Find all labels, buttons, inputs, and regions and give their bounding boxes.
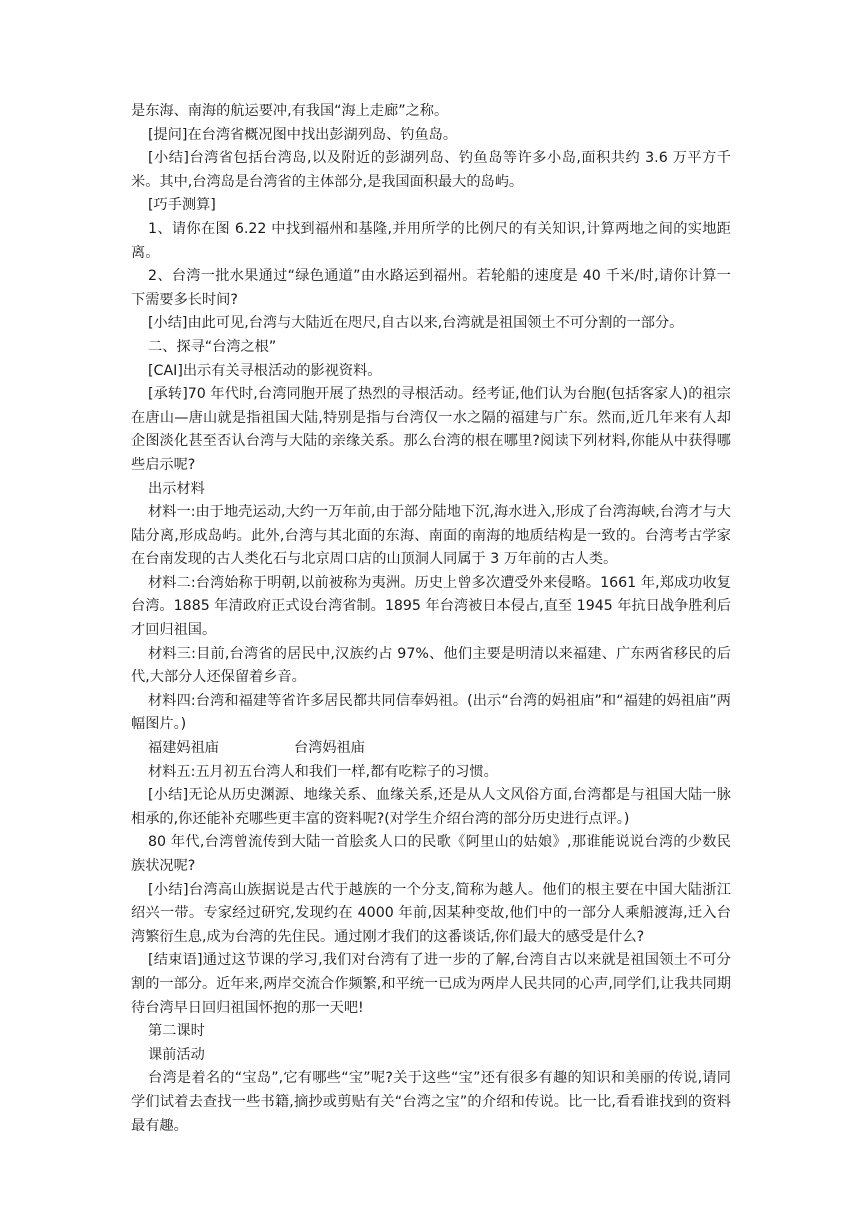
paragraph: [小结]无论从历史渊源、地缘关系、血缘关系,还是从人文风俗方面,台湾都是与祖国大陆一脉相承的,你还能补充哪些更丰富的资料呢?(对学生介绍台湾的部分历史进行点评。) <box>131 787 731 827</box>
section-heading: 二、探寻“台湾之根” <box>148 338 277 355</box>
paragraph: 台湾是着名的“宝岛”,它有哪些“宝”呢?关于这些“宝”还有很多有趣的知识和美丽的传说,请同学们试着去查找一些书籍,摘抄或剪贴有关“台湾之宝”的介绍和传说。比一比,看看谁找到的资料最有趣。 <box>131 1070 731 1134</box>
paragraph: [提问]在台湾省概况图中找出彭湖列岛、钓鱼岛。 <box>148 126 458 143</box>
paragraph: 80 年代,台湾曾流传到大陆一首脍炙人口的民歌《阿里山的姑娘》,那谁能说说台湾的少数民族状况呢? <box>131 834 731 874</box>
section-heading: 课前活动 <box>148 1046 205 1063</box>
document-body <box>131 100 731 1138</box>
paragraph: [结束语]通过这节课的学习,我们对台湾有了进一步的了解,台湾自古以来就是祖国领土不可分割的一部分。近年来,两岸交流合作频繁,和平统一已成为两岸人民共同的心声,同学们,让我共同期待台湾早日回归祖国怀抱的那一天吧! <box>131 952 731 1016</box>
material-paragraph: 材料一:由于地壳运动,大约一万年前,由于部分陆地下沉,海水进入,形成了台湾海峡,台湾才与大陆分离,形成岛屿。此外,台湾与其北面的东海、南面的南海的地质结构是一致的。台湾考古学家在台南发现的古人类化石与北京周口店的山顶洞人同属于 3 万年前的古人类。 <box>131 504 731 568</box>
material-paragraph: 材料三:目前,台湾省的居民中,汉族约占 97%、他们主要是明清以来福建、广东两省移民的后代,大部分人还保留着乡音。 <box>131 645 731 686</box>
paragraph: [巧手测算] <box>148 197 216 214</box>
paragraph: [小结]台湾高山族据说是古代于越族的一个分支,简称为越人。他们的根主要在中国大陆浙江绍兴一带。专家经过研究,发现约在 4000 年前,因某种变故,他们中的一部分人乘船渡海,迁入台湾繁衍生息,成为台湾的先住民。通过刚才我们的这番谈话,你们最大的感受是什么? <box>131 881 731 945</box>
paragraph: 2、台湾一批水果通过“绿色通道”由水路运到福州。若轮船的速度是 40 千米/时,请你计算一下需要多长时间? <box>131 268 731 308</box>
image-captions <box>131 737 731 761</box>
paragraph: [小结]由此可见,台湾与大陆近在咫尺,自古以来,台湾就是祖国领土不可分割的一部分。 <box>148 315 684 332</box>
caption-fujian-mazu-temple: 福建妈祖庙 <box>148 740 219 757</box>
material-paragraph: 材料五:五月初五台湾人和我们一样,都有吃粽子的习惯。 <box>148 763 498 780</box>
material-paragraph: 材料四:台湾和福建等省许多居民都共同信奉妈祖。(出示“台湾的妈祖庙”和“福建的妈祖庙”两幅图片。) <box>131 692 731 733</box>
paragraph: [CAI]出示有关寻根活动的影视资料。 <box>148 362 382 379</box>
paragraph: [小结]台湾省包括台湾岛,以及附近的彭湖列岛、钓鱼岛等许多小岛,面积共约 3.6 万平方千米。其中,台湾岛是台湾省的主体部分,是我国面积最大的岛屿。 <box>131 150 731 190</box>
paragraph: 1、请你在图 6.22 中找到福州和基隆,并用所学的比例尺的有关知识,计算两地之间的实地距离。 <box>131 220 731 261</box>
paragraph: [承转]70 年代时,台湾同胞开展了热烈的寻根活动。经考证,他们认为台胞(包括客家人)的祖宗在唐山—唐山就是指祖国大陆,特别是指与台湾仅一水之隔的福建与广东。然而,近几年来有人却企图淡化甚至否认台湾与大陆的亲缘关系。那么台湾的根在哪里?阅读下列材料,你能从中获得哪些启示呢? <box>131 386 731 473</box>
paragraph: 是东海、南海的航运要冲,有我国“海上走廊”之称。 <box>131 103 449 119</box>
caption-taiwan-mazu-temple: 台湾妈祖庙 <box>293 740 365 757</box>
section-heading: 第二课时 <box>148 1023 205 1040</box>
paragraph: 出示材料 <box>148 480 205 497</box>
material-paragraph: 材料二:台湾始称于明朝,以前被称为夷洲。历史上曾多次遭受外来侵略。1661 年,郑成功收复台湾。1885 年清政府正式设台湾省制。1895 年台湾被日本侵占,直至 1945 年抗日战争胜利后才回归祖国。 <box>131 574 731 639</box>
